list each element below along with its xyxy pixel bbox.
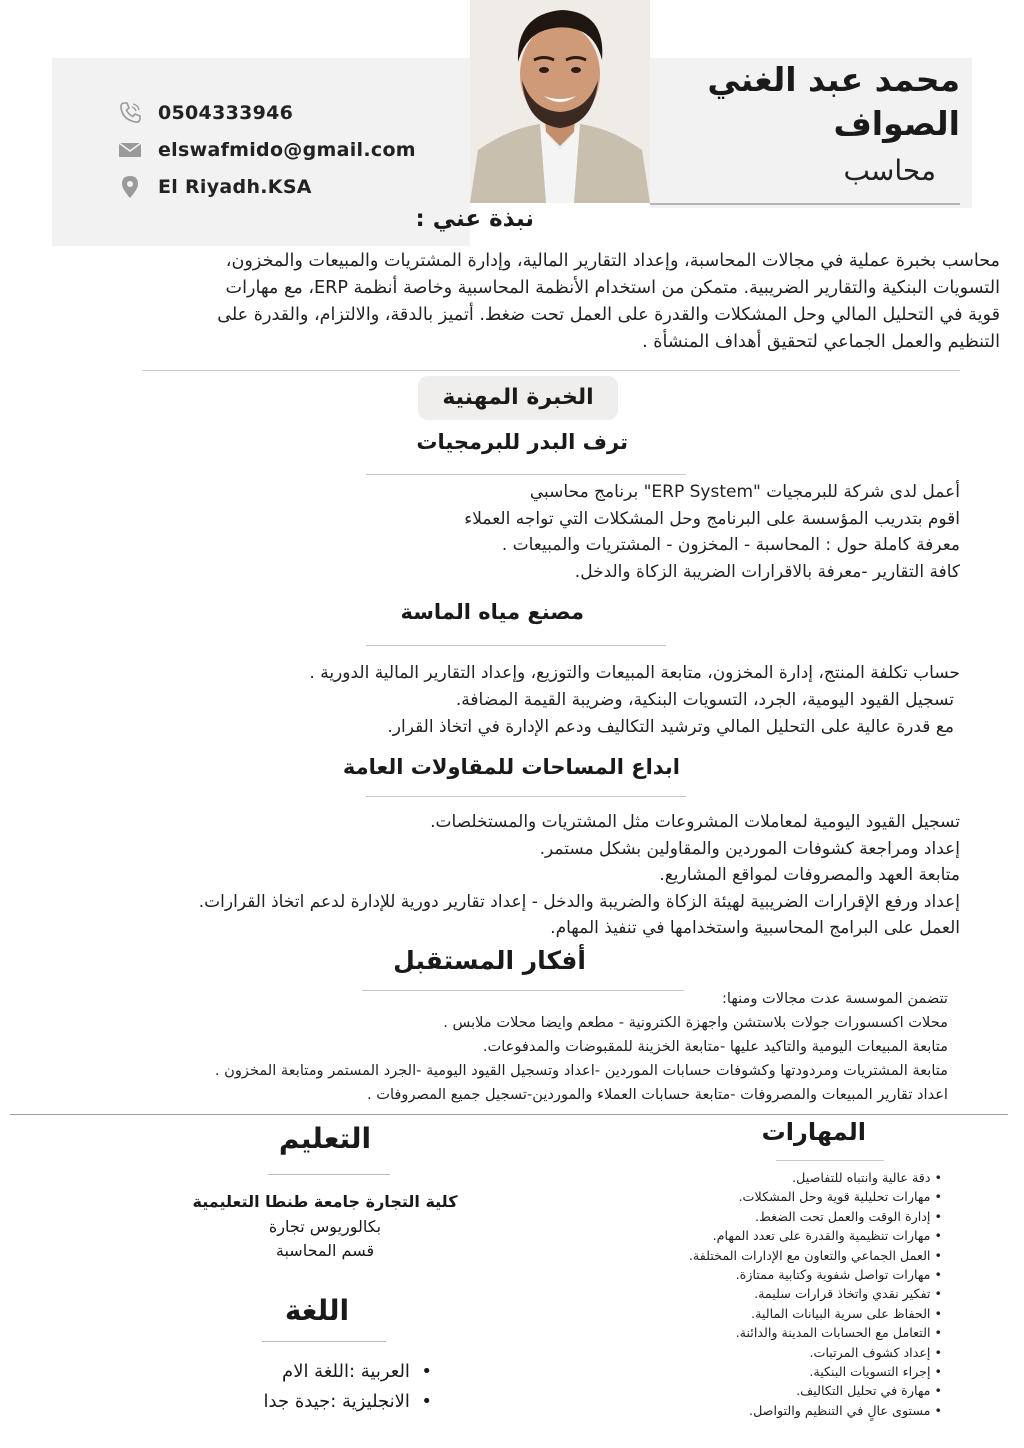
job-line: حساب تكلفة المنتج، إدارة المخزون، متابعة المبيعات والتوزيع، وإعداد التقارير المالية الدورية . [309, 663, 960, 683]
company-divider [366, 645, 666, 646]
education-title: التعليم [278, 1122, 372, 1155]
contact-phone [118, 99, 293, 127]
department: قسم المحاسبة [275, 1241, 375, 1260]
skill-item: • تفكير نقدي واتخاذ قرارات سليمة. [754, 1286, 942, 1302]
about-line: التسويات البنكية والتقارير الضريبية. متمكن من استخدام الأنظمة المحاسبية وخاصة أنظمة ERP، مع مهارات [225, 278, 1000, 298]
skill-item: • مهارات تواصل شفوية وكتابية ممتازة. [735, 1267, 942, 1283]
future-title: أفكار المستقبل [393, 946, 586, 975]
degree: بكالوريوس تجارة [268, 1217, 382, 1236]
job-line: إعداد ورفع الإقرارات الضريبية لهيئة الزكاة والضريبة والدخل - إعداد تقارير دورية للإدارة لدعم اتخاذ القرارات. [198, 891, 960, 912]
map-pin-icon [118, 175, 142, 199]
skill-item: • مهارات تحليلية قوية وحل المشكلات. [738, 1189, 942, 1205]
experience-title: الخبرة المهنية [418, 376, 618, 420]
about-line: قوية في التحليل المالي وحل المشكلات والقدرة على العمل تحت ضغط. أتميز بالدقة، والالتزام، والقدرة على [217, 305, 1000, 325]
company-title-2: مصنع مياه الماسة [400, 600, 584, 624]
language-item: • الانجليزية :جيدة جدا [263, 1391, 432, 1412]
company-divider [366, 796, 686, 797]
job-line: اقوم بتدريب المؤسسة على البرنامج وحل المشكلات التي تواجه العملاء [464, 508, 960, 529]
skill-item: • العمل الجماعي والتعاون مع الإدارات المختلفة. [688, 1247, 942, 1263]
job-1-details [320, 479, 960, 585]
language-title: اللغة [284, 1294, 350, 1327]
college-name: كلية التجارة جامعة طنطا التعليمية [192, 1192, 458, 1211]
company-title-3: ابداع المساحات للمقاولات العامة [342, 755, 680, 779]
about-line: التنظيم والعمل الجماعي لتحقيق أهداف المنشأة . [642, 332, 1000, 352]
about-body [38, 248, 1000, 356]
language-list [264, 1357, 432, 1417]
location-text: El Riyadh.KSA [158, 176, 312, 198]
skill-item: • إجراء التسويات البنكية. [809, 1364, 942, 1380]
job-2-details [120, 660, 960, 741]
future-line: متابعة المشتريات ومردودتها وكشوفات حسابات الموردين -اعداد وتسجيل القيود اليومية -الجرد المستمر ومتابعة المخزون . [214, 1062, 948, 1079]
skills-divider [776, 1160, 884, 1161]
skill-item: • مهارة في تحليل التكاليف. [796, 1383, 942, 1399]
skills-title: المهارات [761, 1118, 866, 1146]
section-divider [142, 370, 960, 371]
language-item: • العربية :اللغة الام [282, 1361, 432, 1382]
job-title: محاسب [843, 154, 936, 187]
job-line: كافة التقارير -معرفة بالاقرارات الضريبة الزكاة والدخل. [574, 561, 960, 582]
section-divider [10, 1114, 1008, 1115]
job-line: العمل على البرامج المحاسبية واستخدامها في تنفيذ المهام. [550, 918, 960, 938]
future-line: تتضمن الموسسة عدت مجالات ومنها: [722, 990, 948, 1007]
skill-item: • دقة عالية وانتباه للتفاصيل. [792, 1170, 942, 1185]
name-line-1: محمد عبد الغني [707, 60, 960, 99]
job-3-details [80, 809, 960, 942]
future-line: محلات اكسسورات جولات بلاستشن واجهزة الكترونية - مطعم وايضا محلات ملابس . [443, 1014, 948, 1031]
contact-email [118, 136, 416, 164]
contact-location [118, 173, 312, 201]
job-line: أعمل لدى شركة للبرمجيات "ERP System" برنامج محاسبي [529, 482, 960, 502]
job-line: متابعة العهد والمصروفات لمواقع المشاريع. [659, 865, 960, 885]
about-title: نبذة عني : [415, 206, 534, 232]
skill-item: • مهارات تنظيمية والقدرة على تعدد المهام. [712, 1228, 942, 1244]
full-name [700, 58, 960, 146]
email-address: elswafmido@gmail.com [158, 139, 416, 161]
language-divider [262, 1341, 386, 1342]
skill-item: • الحفاظ على سرية البيانات المالية. [751, 1305, 942, 1321]
future-line: اعداد تقارير المبيعات والمصروفات -متابعة حسابات العملاء والموردين-تسجيل جميع المصروفات . [366, 1086, 948, 1103]
phone-number: 0504333946 [158, 102, 294, 124]
education-divider [268, 1174, 390, 1175]
company-divider [366, 474, 686, 475]
job-line: مع قدرة عالية على التحليل المالي وترشيد التكاليف ودعم الإدارة في اتخاذ القرار. [387, 717, 954, 737]
header-divider [650, 203, 960, 205]
job-line: تسجيل القيود اليومية لمعاملات المشروعات مثل المشتريات والمستخلصات. [430, 812, 960, 832]
phone-icon [118, 101, 142, 125]
job-line: معرفة كاملة حول : المحاسبة - المخزون - المشتريات والمبيعات . [501, 535, 960, 555]
skill-item: • التعامل مع الحسابات المدينة والدائنة. [735, 1325, 942, 1341]
skill-item: • إدارة الوقت والعمل تحت الضغط. [755, 1208, 942, 1224]
future-body [28, 987, 948, 1107]
skill-item: • إعداد كشوف المرتبات. [809, 1344, 942, 1360]
envelope-icon [118, 138, 142, 162]
job-line: إعداد ومراجعة كشوفات الموردين والمقاولين بشكل مستمر. [539, 838, 960, 859]
name-line-2: الصواف [833, 104, 960, 143]
skill-item: • مستوى عالٍ في التنظيم والتواصل. [749, 1402, 942, 1418]
job-line: تسجيل القيود اليومية، الجرد، التسويات البنكية، وضريبة القيمة المضافة. [455, 690, 954, 710]
profile-photo [470, 0, 650, 203]
future-line: متابعة المبيعات اليومية والتاكيد عليها -متابعة الخزينة للمقبوضات والمدفوعات. [482, 1038, 948, 1055]
skills-list [582, 1168, 942, 1420]
company-title-1: ترف البدر للبرمجيات [416, 430, 628, 454]
about-line: محاسب بخبرة عملية في مجالات المحاسبة، وإعداد التقارير المالية، وإدارة المشتريات والمبيعات والمخزون، [225, 251, 1000, 271]
